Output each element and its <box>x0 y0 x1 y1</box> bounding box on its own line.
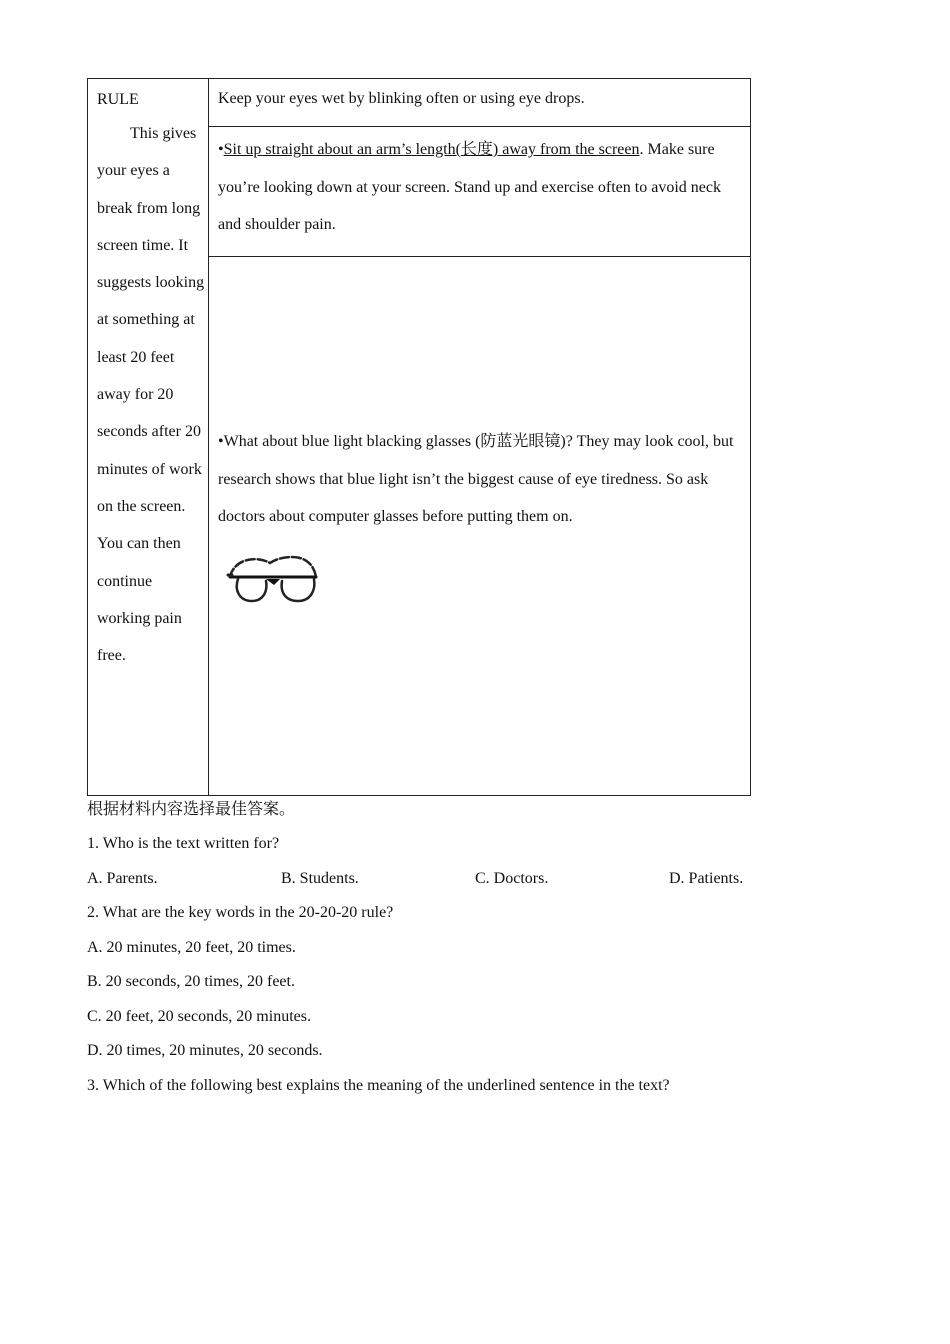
q1-option-c: C. Doctors. <box>475 870 549 887</box>
q2-option-a: A. 20 minutes, 20 feet, 20 times. <box>87 939 296 956</box>
question-2-stem: 2. What are the key words in the 20-20-20 rule? <box>87 904 394 921</box>
bullet: • <box>218 141 224 158</box>
rule-column <box>88 79 209 795</box>
tip-text-blue-light: •What about blue light blacking glasses (防蓝光眼镜)? They may look cool, but research shows that blue light isn’t the biggest cause of eye tiredness. So ask doctors about computer glasses before putting them on. <box>218 433 734 525</box>
underlined-sentence: Sit up straight about an arm’s length(长度) away from the screen <box>223 141 640 158</box>
rule-heading: RULE <box>97 91 139 108</box>
tip-cell-posture <box>209 127 750 257</box>
tip-text-posture <box>218 131 742 244</box>
tip-text-eye-drops: Keep your eyes wet by blinking often or using eye drops. <box>218 90 585 107</box>
q2-option-d: D. 20 times, 20 minutes, 20 seconds. <box>87 1042 323 1059</box>
question-1-stem: 1. Who is the text written for? <box>87 835 280 852</box>
rule-description: This gives your eyes a break from long screen time. It suggests looking at something at least 20 feet away for 20 seconds after 20 minutes of work on the screen. You can then continue working pain free. <box>97 125 205 665</box>
q1-option-d: D. Patients. <box>669 870 744 887</box>
q2-option-c: C. 20 feet, 20 seconds, 20 minutes. <box>87 1008 311 1025</box>
question-3-stem: 3. Which of the following best explains the meaning of the underlined sentence in the text? <box>87 1077 670 1094</box>
q1-option-b: B. Students. <box>281 870 359 887</box>
rule-table <box>87 78 751 796</box>
instruction: 根据材料内容选择最佳答案。 <box>87 801 296 818</box>
tip-cell-eye-drops <box>209 79 750 127</box>
q2-option-b: B. 20 seconds, 20 times, 20 feet. <box>87 973 295 990</box>
glasses-icon <box>226 547 318 607</box>
posture-rest: . Make sure you’re looking down at your screen. Stand up and exercise often to avoid neck and shoulder pain. <box>218 141 721 233</box>
tip-cell-blue-light <box>209 257 750 795</box>
q1-option-a: A. Parents. <box>87 870 158 887</box>
